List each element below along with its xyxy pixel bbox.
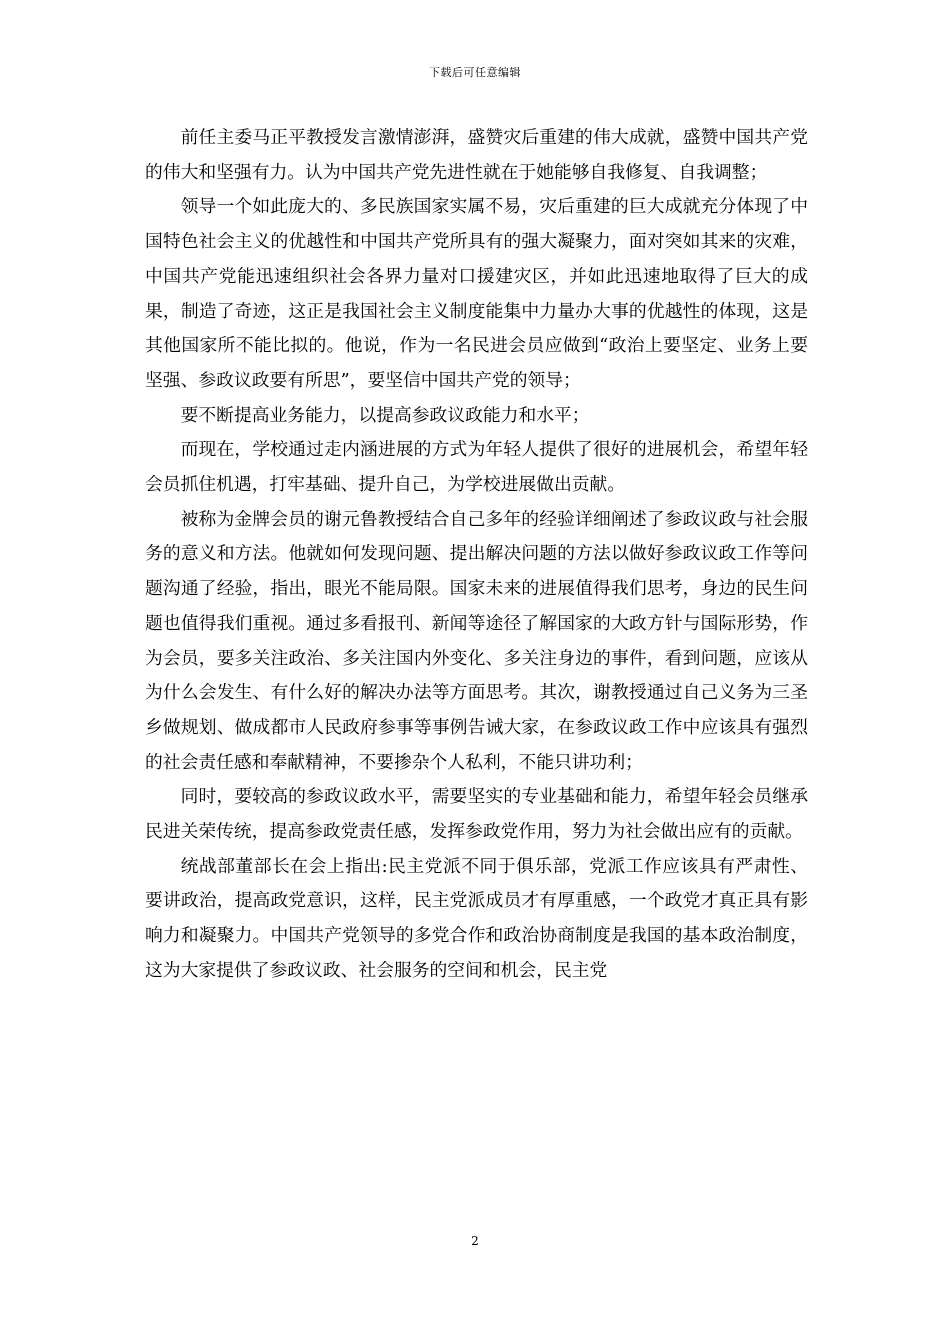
paragraph-4: 而现在，学校通过走内涵进展的方式为年轻人提供了很好的进展机会，希望年轻会员抓住机遇，打牢基础、提升自己，为学校进展做出贡献。 (145, 439, 808, 496)
paragraph-7: 统战部董部长在会上指出:民主党派不同于俱乐部，党派工作应该具有严肃性、要讲政治，提高政党意识，这样，民主党派成员才有厚重感，一个政党才真正具有影响力和凝聚力。中国共产党领导的多党合作和政治协商制度是我国的基本政治制度，这为大家提供了参政议政、社会服务的空间和机会，民主党 (145, 855, 808, 981)
page-header-note: 下载后可任意编辑 (429, 66, 521, 79)
paragraph-3: 要不断提高业务能力，以提高参政议政能力和水平； (180, 404, 590, 426)
paragraph-6: 同时，要较高的参政议政水平，需要坚实的专业基础和能力，希望年轻会员继承民进关荣传统，提高参政党责任感，发挥参政党作用，努力为社会做出应有的贡献。 (145, 786, 808, 843)
paragraph-2: 领导一个如此庞大的、多民族国家实属不易，灾后重建的巨大成就充分体现了中国特色社会主义的优越性和中国共产党所具有的强大凝聚力，面对突如其来的灾难，中国共产党能迅速组织社会各界力量对口援建灾区，并如此迅速地取得了巨大的成果，制造了奇迹，这正是我国社会主义制度能集中力量办大事的优越性的体现，这是其他国家所不能比拟的。他说，作为一名民进会员应做到“政治上要坚定、业务上要坚强、参政议政要有所思”，要坚信中国共产党的领导； (145, 196, 808, 391)
paragraph-1: 前任主委马正平教授发言激情澎湃，盛赞灾后重建的伟大成就，盛赞中国共产党的伟大和坚强有力。认为中国共产党先进性就在于她能够自我修复、自我调整； (145, 127, 808, 183)
page-number: 2 (471, 1234, 479, 1248)
paragraph-5: 被称为金牌会员的谢元鲁教授结合自己多年的经验详细阐述了参政议政与社会服务的意义和方法。他就如何发现问题、提出解决问题的方法以做好参政议政工作等问题沟通了经验，指出，眼光不能局限。国家未来的进展值得我们思考，身边的民生问题也值得我们重视。通过多看报刊、新闻等途径了解国家的大政方针与国际形势，作为会员，要多关注政治、多关注国内外变化、多关注身边的事件，看到问题，应该从为什么会发生、有什么好的解决办法等方面思考。其次，谢教授通过自己义务为三圣乡做规划、做成都市人民政府参事等事例告诫大家，在参政议政工作中应该具有强烈的社会责任感和奉献精神，不要掺杂个人私利，不能只讲功利； (145, 508, 808, 773)
document-body (145, 121, 808, 989)
